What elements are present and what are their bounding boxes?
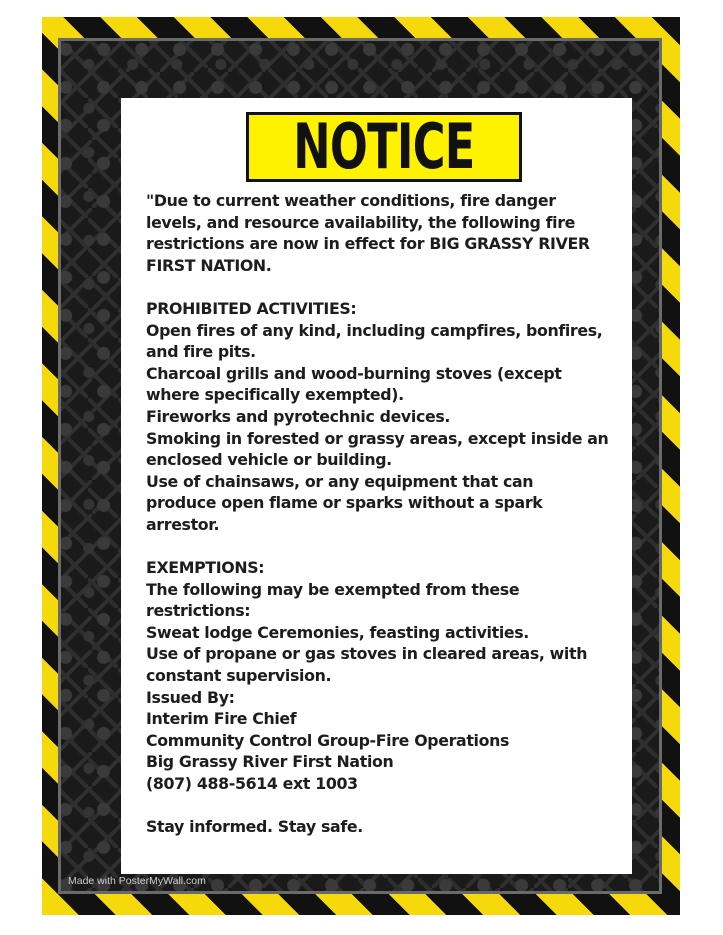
prohibited-line: Use of chainsaws, or any equipment that can [146, 471, 534, 491]
intro-line: levels, and resource availability, the following fire [146, 212, 576, 232]
tool-pattern-frame [58, 38, 662, 894]
notice-heading-box [246, 112, 522, 182]
issued-by-label: Issued By: [146, 687, 235, 707]
prohibited-line: arrestor. [146, 514, 220, 534]
exemptions-line: restrictions: [146, 601, 251, 621]
issuer-line: Community Control Group-Fire Operations [146, 730, 510, 750]
intro-line: "Due to current weather conditions, fire danger [146, 191, 556, 210]
notice-body [146, 190, 616, 838]
issuer-phone: (807) 488-5614 ext 1003 [146, 774, 358, 794]
prohibited-line: where specifically exempted). [146, 385, 404, 405]
exemptions-line: The following may be exempted from these [146, 579, 520, 599]
exemptions-line: Sweat lodge Ceremonies, feasting activities. [146, 622, 529, 642]
prohibited-line: enclosed vehicle or building. [146, 450, 392, 470]
notice-heading: NOTICE [293, 110, 475, 183]
prohibited-title: PROHIBITED ACTIVITIES: [146, 298, 357, 318]
prohibited-line: and fire pits. [146, 342, 256, 362]
prohibited-line: Fireworks and pyrotechnic devices. [146, 406, 451, 426]
intro-line: FIRST NATION. [146, 255, 272, 275]
poster [42, 17, 680, 915]
prohibited-line: Charcoal grills and wood-burning stoves (except [146, 363, 562, 383]
exemptions-line: constant supervision. [146, 666, 332, 686]
prohibited-line: Smoking in forested or grassy areas, except inside an [146, 428, 609, 448]
issuer-line: Interim Fire Chief [146, 709, 297, 729]
closing-line: Stay informed. Stay safe. [146, 817, 363, 837]
watermark: Made with PosterMyWall.com [68, 875, 206, 887]
exemptions-line: Use of propane or gas stoves in cleared areas, with [146, 644, 588, 664]
exemptions-title: EXEMPTIONS: [146, 558, 265, 578]
prohibited-line: produce open flame or sparks without a spark [146, 493, 543, 513]
notice-paper [121, 98, 632, 874]
intro-line: restrictions are now in effect for BIG GRASSY RIVER [146, 234, 590, 254]
issuer-line: Big Grassy River First Nation [146, 752, 394, 772]
prohibited-line: Open fires of any kind, including campfires, bonfires, [146, 320, 603, 340]
